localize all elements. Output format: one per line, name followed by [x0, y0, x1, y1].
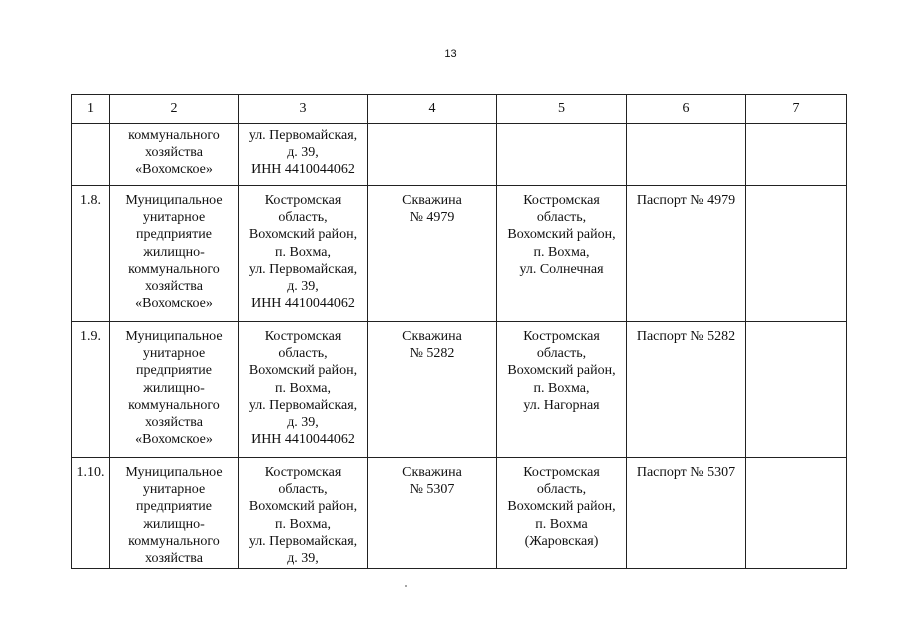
text-line: Вохомский район,	[507, 363, 616, 379]
object-cell	[368, 322, 497, 458]
text-line: Вохомский район,	[248, 363, 358, 379]
row-number-cell: 1.9.	[72, 322, 110, 458]
text-line: Скважина	[402, 193, 462, 208]
owner-name-cell	[110, 186, 239, 322]
text-line: п. Вохма,	[275, 380, 331, 396]
text-line: ИНН 4410044062	[251, 296, 355, 312]
location-cell	[497, 124, 627, 186]
owner-name-cell	[110, 124, 239, 186]
text-line: Костромская	[264, 193, 342, 208]
text-line: жилищно-	[143, 380, 205, 396]
note-cell	[746, 322, 847, 458]
text-line: Скважина	[402, 465, 462, 480]
text-line: Костромская	[523, 193, 600, 208]
text-line: предприятие	[136, 363, 212, 379]
text-line: жилищно-	[143, 244, 205, 260]
column-header: 4	[368, 95, 497, 124]
text-line: Костромская	[264, 329, 342, 344]
scan-speck	[405, 585, 407, 587]
note-cell	[746, 186, 847, 322]
text-line: ИНН 4410044062	[251, 432, 355, 448]
text-line: п. Вохма,	[533, 244, 590, 260]
text-line: область,	[278, 346, 328, 362]
text-line: ул. Нагорная	[523, 397, 600, 413]
text-line: Вохомский район,	[248, 227, 358, 243]
text-line: д. 39,	[287, 145, 319, 161]
text-line: ул. Первомайская,	[248, 261, 358, 277]
text-line: ул. Солнечная	[519, 261, 604, 277]
table-row	[72, 322, 847, 458]
text-line: «Вохомское»	[135, 162, 213, 178]
text-line: Вохомский район,	[507, 499, 616, 515]
text-line: п. Вохма,	[275, 244, 331, 260]
text-line: «Вохомское»	[135, 296, 213, 312]
text-line: ИНН 4410044062	[251, 162, 355, 178]
text-line: № 4979	[409, 210, 455, 226]
text-line: Муниципальное	[125, 193, 223, 208]
text-line: область,	[278, 210, 328, 226]
text-line: Вохомский район,	[507, 227, 616, 243]
owner-address-cell	[239, 322, 368, 458]
row-number-cell: 1.10.	[72, 458, 110, 569]
text-line: д. 39,	[287, 279, 319, 295]
row-number-cell	[72, 124, 110, 186]
text-line: п. Вохма,	[275, 516, 331, 532]
text-line: д. 39,	[287, 415, 319, 431]
document-cell: Паспорт № 5282	[627, 322, 746, 458]
text-line: унитарное	[142, 346, 206, 362]
document-cell	[627, 124, 746, 186]
text-line: предприятие	[136, 499, 212, 515]
text-line: Костромская	[264, 465, 342, 480]
text-line: коммунального	[128, 397, 220, 413]
object-cell	[368, 124, 497, 186]
column-header: 3	[239, 95, 368, 124]
document-cell: Паспорт № 4979	[627, 186, 746, 322]
text-line: жилищно-	[143, 516, 205, 532]
text-line: ул. Первомайская,	[248, 533, 358, 549]
text-line: область,	[536, 210, 587, 226]
text-line: область,	[536, 482, 587, 498]
text-line: п. Вохма,	[533, 380, 590, 396]
text-line: ул. Первомайская,	[248, 397, 358, 413]
table-row	[72, 186, 847, 322]
owner-address-cell	[239, 458, 368, 569]
header-row	[72, 95, 847, 124]
row-number-cell: 1.8.	[72, 186, 110, 322]
text-line: хозяйства	[145, 415, 203, 431]
text-line: п. Вохма	[535, 516, 588, 532]
text-line: коммунального	[128, 261, 220, 277]
table-row	[72, 124, 847, 186]
text-line: Костромская	[523, 465, 600, 480]
text-line: (Жаровская)	[524, 533, 599, 549]
text-line: предприятие	[136, 227, 212, 243]
text-line: Вохомский район,	[248, 499, 358, 515]
location-cell	[497, 322, 627, 458]
column-header: 7	[746, 95, 847, 124]
column-header: 5	[497, 95, 627, 124]
document-cell: Паспорт № 5307	[627, 458, 746, 569]
owner-name-cell	[110, 458, 239, 569]
text-line: «Вохомское»	[135, 432, 213, 448]
owner-address-cell	[239, 124, 368, 186]
column-header: 6	[627, 95, 746, 124]
text-line: Костромская	[523, 329, 600, 344]
owner-address-cell	[239, 186, 368, 322]
text-line: хозяйства	[145, 145, 203, 161]
text-line: Муниципальное	[125, 329, 223, 344]
page-number: 13	[444, 48, 457, 60]
text-line: коммунального	[128, 128, 220, 143]
text-line: коммунального	[128, 533, 220, 549]
text-line: область,	[536, 346, 587, 362]
text-line: хозяйства	[145, 551, 203, 567]
text-line: Скважина	[402, 329, 462, 344]
registry-table	[71, 94, 847, 569]
text-line: хозяйства	[145, 279, 203, 295]
text-line: № 5307	[409, 482, 455, 498]
object-cell	[368, 458, 497, 569]
text-line: унитарное	[142, 482, 206, 498]
text-line: область,	[278, 482, 328, 498]
location-cell	[497, 186, 627, 322]
text-line: № 5282	[409, 346, 455, 362]
owner-name-cell	[110, 322, 239, 458]
text-line: д. 39,	[287, 551, 319, 567]
text-line: Муниципальное	[125, 465, 223, 480]
text-line: унитарное	[142, 210, 206, 226]
note-cell	[746, 458, 847, 569]
table-row	[72, 458, 847, 569]
text-line: ул. Первомайская,	[248, 128, 358, 143]
column-header: 1	[72, 95, 110, 124]
object-cell	[368, 186, 497, 322]
note-cell	[746, 124, 847, 186]
location-cell	[497, 458, 627, 569]
column-header: 2	[110, 95, 239, 124]
